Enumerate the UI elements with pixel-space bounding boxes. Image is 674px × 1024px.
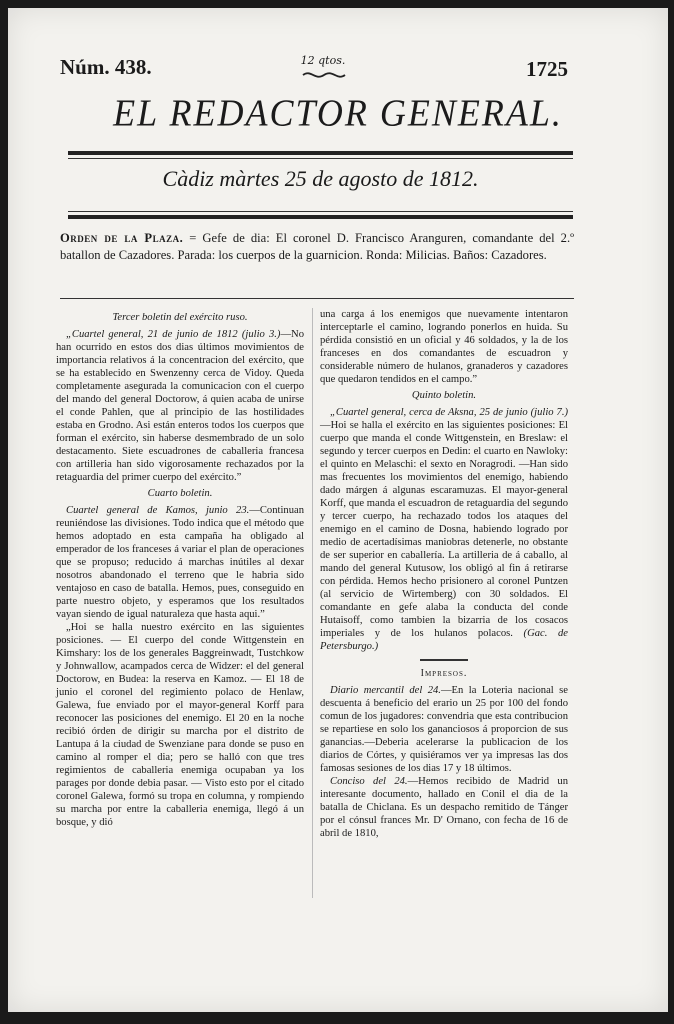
bulletin-4-paragraph: Cuartel general de Kamos, junio 23.—Continuan reuniéndose las divisiones. Todo indica que el método que hemos adoptado en esta campaña ha obligado al emperador de los franceses á variar el plan de operaciones que se propuso; reducido á marchas inútiles al dexar nosotros abandonado el terreno que le habria sido ventajoso en caso de batalla. Hemos, pues, conseguido en parte nuestro objeto, y esperamos que los resultados vayan siendo de igual naturaleza que hasta aqui.”	[56, 505, 304, 620]
bulletin-4-continuation: una carga á los enemigos que nuevamente intentaron interceptarle el camino, logrando ponerlos en huida. Su pérdida consistió en un oficial y 46 soldados, y la de los franceses en dos comandantes de escuadron y considerable número de hulanos, granaderos y cazadores que quedaron tendidos en el campo.”	[320, 309, 568, 385]
short-divider	[420, 659, 468, 661]
bulletin-title-4: Cuarto boletin.	[147, 488, 213, 499]
bulletin-3-paragraph: „Cuartel general, 21 de junio de 1812 (julio 3.)—No han ocurrido en estos dos dias últimos movimientos de importancia relativos á la concentracion del exército, que se ha establecido en Swenzenny cerca de Vidoy. Queda completamente asegurada la comunicacion con el cuerpo del mando del general Doctorow, á quien acaba de unirse el conde Pahlen, que al principio de las hostilidades estaba en Grodno. Asi están enteros todos los cuerpos que forman el exército, sin haberse desmembrado de un solo destacamento. Siete escuadrones de caballeria francesa con artilleria han sido vigorosamente rechazados por la retaguardia del primer cuerpo del exército.”	[56, 329, 304, 483]
dateline: Càdiz màrtes 25 de agosto de 1812.	[162, 166, 479, 191]
bulletin-title-3: Tercer boletin del exército ruso.	[112, 312, 248, 323]
issue-number: Núm. 438.	[60, 55, 152, 79]
orden-text: = Gefe de dia: El coronel D. Francisco Aranguren, comandante del 2.º batallon de Cazadores. Parada: los cuerpos de la guarnicion. Ronda: Milicias. Baños: Cazadores.	[60, 231, 574, 262]
column-divider	[312, 308, 313, 898]
dateline-rule-thin	[68, 211, 573, 212]
masthead-rule-thick	[68, 151, 573, 155]
right-column	[320, 308, 568, 840]
bulletin-5-paragraph: „Cuartel general, cerca de Aksna, 25 de junio (julio 7.)—Hoi se halla el exército en las siguientes posiciones: El cuerpo que manda el conde Wittgenstein, en Breslaw: el segundo y tercer cuerpos en Dedin: el cuarto en Nawloky: el quinto en Melaschi: el sexto en Noragrodi. —Han sido mas frecuentes los movimientos del enemigo, habiendo dado márgen á algunas escaramuzas. El mayor-general Korff, que manda el escuadron de retaguardia del segundo y tercer cuerpo, ha rechazado todos los ataques del enemigo en el camino de Dosna, habiendo logrado por medio de acertadísimas maniobras detenerle, no obstante de ser superior en caballería. La artilleria de á caballo, al mando del general Kutusow, los obligó al fin á retirarse con pérdida. Hemos hecho prisionero al coronel Puntzen (al servicio de Wirtemberg) con 30 soldados. El comandante en gefe alaba la conducta del conde Hutaisoff, como tambien la bizarria de los cosacos imperiales y de los hulanos polacos. (Gac. de Petersburgo.)	[320, 407, 568, 652]
section-rule	[60, 298, 574, 299]
masthead-rule-thin	[68, 158, 573, 159]
left-column	[56, 308, 304, 829]
bulletin-title-5: Quinto boletin.	[411, 390, 477, 401]
flourish-ornament-icon	[301, 68, 347, 82]
dateline-rule-thick	[68, 215, 573, 219]
diario-mercantil-paragraph: Diario mercantil del 24.—En la Loteria nacional se descuenta á beneficio del erario un 25 por 100 del fondo comun de los jugadores: convendria que esta contribucion se repartiese en solo los gananciosos á proporcion de sus ganancias.—Deberia acelerarse la publicacion de los diarios de Córtes, y quisiéramos ver ya impresas las dos famosas sesiones de los dias 17 y 18 últimos.	[320, 685, 568, 774]
masthead-title: EL REDACTOR GENERAL.	[113, 92, 563, 134]
bulletin-4-paragraph-2: „Hoi se halla nuestro exército en las siguientes posiciones. — El cuerpo del conde Wittgenstein en Kimshary: los de los generales Baggreinwadt, Tustchkow y Johnwallow, acampados cerca de Widzer: el del general Doctorow, en Budea: la reserva en Kamoz. — El 18 de junio el coronel del regimiento polaco de Henlaw, Galewa, fue enviado por el mayor-general Korff para reconocer las posiciones del enemigo. El 20 en la noche recibió órden de dirigir su marcha por el distrito de Lantupa á la ciudad de Swenziane para donde se puso en camino al romper el dia; pero se halló con que tres regimientos de caballeria enemiga ocupaban ya los parages por donde debia pasar. — Visto esto por el citado coronel Galewa, formó su tropa en columna, y rompiendo su marcha por entre la caballeria enemiga, llegó á un bosque, y dió	[56, 622, 304, 828]
price: 12 qtos.	[300, 54, 346, 67]
impresos-title: Impresos.	[420, 668, 468, 679]
newspaper-page	[8, 8, 668, 1012]
page-number: 1725	[526, 57, 568, 81]
orden-de-la-plaza	[60, 230, 574, 263]
orden-lead: Orden de la Plaza.	[60, 231, 184, 245]
conciso-paragraph: Conciso del 24.—Hemos recibido de Madrid un interesante documento, hallado en Conil el dia de la batalla de Chiclana. Es un despacho remitido de Tánger por el cónsul frances Mr. D' Ornano, con fecha de 16 de abril de 1810,	[320, 776, 568, 839]
